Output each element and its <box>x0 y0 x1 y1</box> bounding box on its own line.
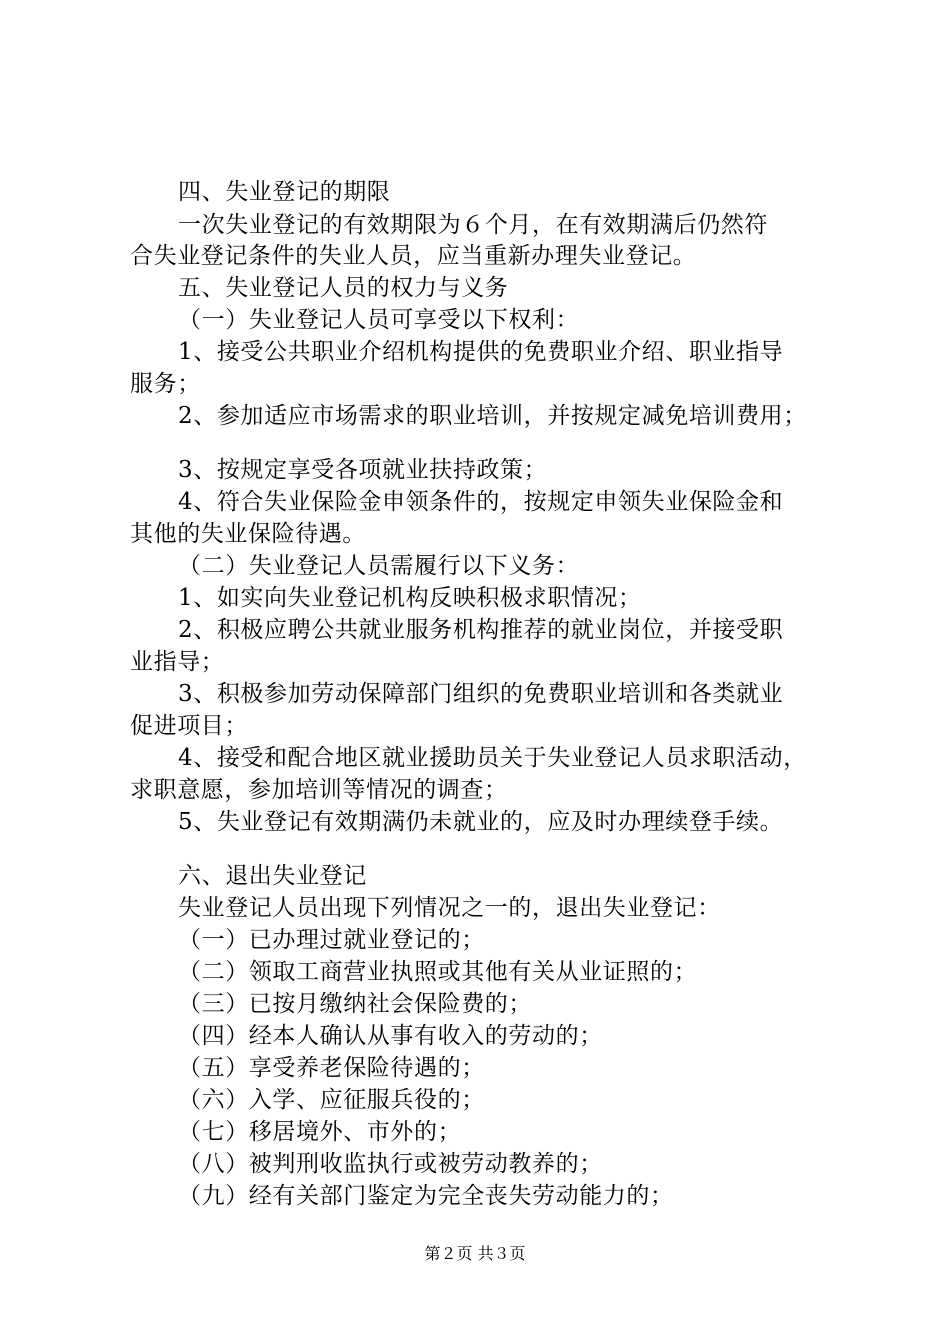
list-item: 4、符合失业保险金申领条件的，按规定申领失业保险金和 <box>178 489 784 515</box>
list-item-continuation: 其他的失业保险待遇。 <box>130 521 366 547</box>
list-item: 2、参加适应市场需求的职业培训，并按规定减免培训费用； <box>178 403 807 429</box>
paragraph-line: 合失业登记条件的失业人员，应当重新办理失业登记。 <box>130 243 697 269</box>
list-item-continuation: 促进项目； <box>130 713 248 739</box>
section-heading-4: 四、失业登记的期限 <box>178 179 391 205</box>
section-heading-5: 五、失业登记人员的权力与义务 <box>178 275 509 301</box>
list-item: 3、积极参加劳动保障部门组织的免费职业培训和各类就业 <box>178 681 784 707</box>
subsection-heading: （二）失业登记人员需履行以下义务： <box>178 553 580 579</box>
list-item: （八）被判刑收监执行或被劳动教养的； <box>178 1151 603 1177</box>
page-number-footer: 第２页 共３页 <box>424 1244 526 1263</box>
list-item: （二）领取工商营业执照或其他有关从业证照的； <box>178 959 698 985</box>
list-item: （一）已办理过就业登记的； <box>178 927 485 953</box>
list-item: 1、接受公共职业介绍机构提供的免费职业介绍、职业指导 <box>178 339 784 365</box>
list-item-continuation: 求职意愿，参加培训等情况的调查； <box>130 777 508 803</box>
list-item: （七）移居境外、市外的； <box>178 1119 462 1145</box>
list-item: 1、如实向失业登记机构反映积极求职情况； <box>178 585 642 611</box>
list-item: 3、按规定享受各项就业扶持政策； <box>178 457 548 483</box>
list-item: 5、失业登记有效期满仍未就业的，应及时办理续登手续。 <box>178 809 784 835</box>
list-item: 2、积极应聘公共就业服务机构推荐的就业岗位，并接受职 <box>178 617 784 643</box>
subsection-heading: （一）失业登记人员可享受以下权利： <box>178 307 580 333</box>
list-item-continuation: 服务； <box>130 371 201 397</box>
list-item-continuation: 业指导； <box>130 649 225 675</box>
list-item: （五）享受养老保险待遇的； <box>178 1055 485 1081</box>
list-item: （四）经本人确认从事有收入的劳动的； <box>178 1023 603 1049</box>
list-item: （六）入学、应征服兵役的； <box>178 1087 485 1113</box>
list-item: （三）已按月缴纳社会保险费的； <box>178 991 532 1017</box>
list-item: （九）经有关部门鉴定为完全丧失劳动能力的； <box>178 1183 674 1209</box>
paragraph-line: 失业登记人员出现下列情况之一的，退出失业登记： <box>178 895 721 921</box>
list-item: 4、接受和配合地区就业援助员关于失业登记人员求职活动， <box>178 745 807 771</box>
paragraph-line: 一次失业登记的有效期限为６个月，在有效期满后仍然符 <box>178 212 768 238</box>
section-heading-6: 六、退出失业登记 <box>178 863 367 889</box>
